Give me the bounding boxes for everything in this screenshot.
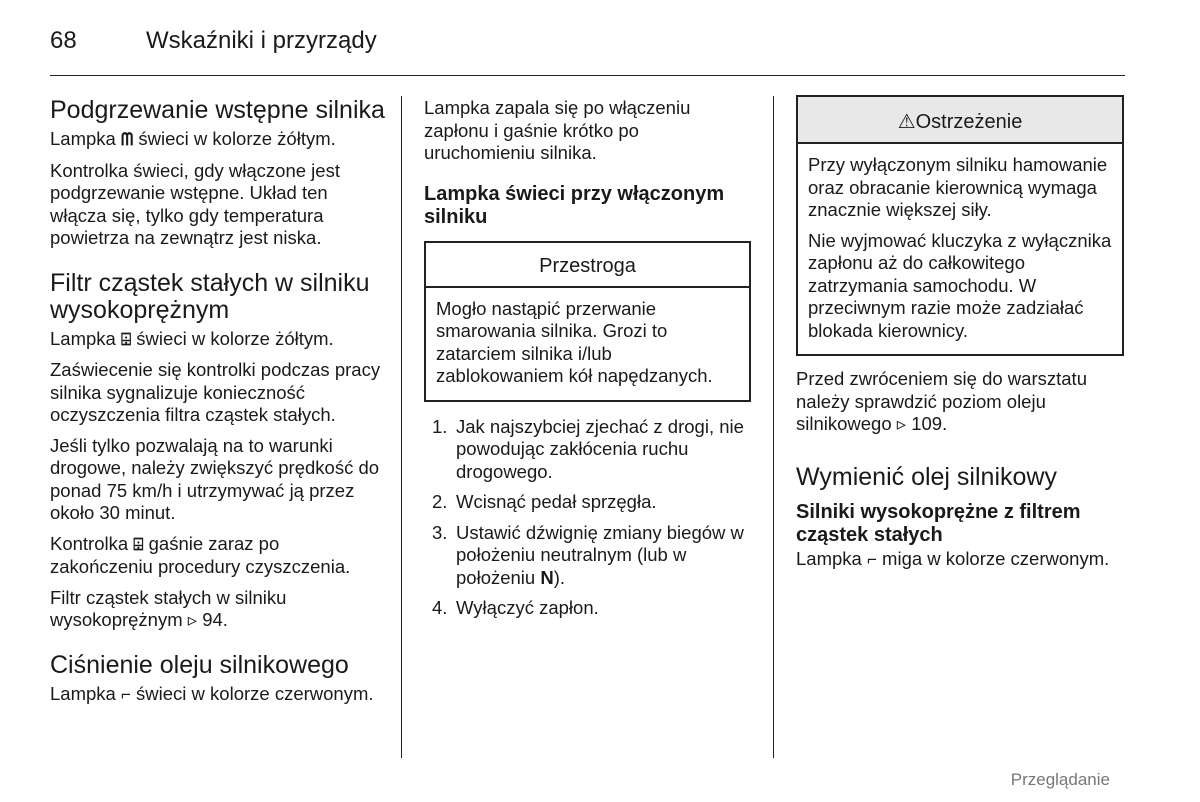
warning-box <box>796 95 1124 356</box>
paragraph: Jeśli tylko pozwalają na to warunki drogowe, należy zwiększyć prędkość do ponad 75 km/h i utrzymywać ją przez około 30 minut. <box>50 434 380 523</box>
running-title: Wskaźniki i przyrządy <box>146 27 377 54</box>
column-2 <box>424 97 752 628</box>
column-divider-2 <box>773 96 774 758</box>
list-item: 1. Jak najszybciej zjechać z drogi, nie powodując zakłócenia ruchu drogowego. <box>432 415 744 482</box>
section-heading-change-oil: Wymienić olej silnikowy <box>796 462 1057 491</box>
paragraph: Lampka ⌐ miga w kolorze czerwonym. <box>796 548 1126 572</box>
paragraph: Filtr cząstek stałych w silniku wysokoprężnym ▹ 94. <box>50 586 287 630</box>
caution-text: Mogło nastąpić przerwanie smarowania silnika. Grozi to zatarciem silnika i/lub zablokowaniem kół napędzanych. <box>436 297 713 386</box>
subheading-diesel-filter: Silniki wysokoprężne z filtrem cząstek stałych <box>796 500 1081 546</box>
reference-triangle-icon: ▹ <box>187 609 198 630</box>
paragraph: Lampka ᗰ świeci w kolorze żółtym. <box>50 128 385 152</box>
page-reference-link[interactable]: 94. <box>202 609 228 630</box>
paragraph: Lampka ⌐ świeci w kolorze czerwonym. <box>50 683 385 707</box>
section-heading-particle-filter: Filtr cząstek stałych w silniku wysokoprężnym <box>50 268 370 324</box>
oil-pressure-icon: ⌐ <box>866 549 877 569</box>
page-number: 68 <box>50 27 77 54</box>
warning-title: ⚠Ostrzeżenie <box>798 97 1122 144</box>
paragraph: Lampka zapala się po włączeniu zapłonu i gaśnie krótko po uruchomieniu silnika. <box>424 97 691 163</box>
list-item: 2. Wcisnąć pedał sprzęgła. <box>432 491 657 512</box>
paragraph: Kontrolka ⌹ gaśnie zaraz po zakończeniu procedury czyszczenia. <box>50 532 351 577</box>
diesel-particle-filter-icon: ⌹ <box>133 534 144 554</box>
header-divider <box>50 75 1125 76</box>
oil-pressure-icon: ⌐ <box>120 684 131 704</box>
subheading-engine-running: Lampka świeci przy włączonym silniku <box>424 182 725 228</box>
paragraph: Lampka ⌹ świeci w kolorze żółtym. <box>50 328 385 352</box>
paragraph: Zaświecenie się kontrolki podczas pracy silnika sygnalizuje konieczność oczyszczenia filtra cząstek stałych. <box>50 359 381 425</box>
footer-label: Przeglądanie <box>1010 770 1110 789</box>
reference-triangle-icon: ▹ <box>896 413 907 434</box>
list-item: 4. Wyłączyć zapłon. <box>432 597 599 618</box>
caution-box <box>424 241 751 402</box>
warning-text: Nie wyjmować kluczyka z wyłącznika zapłonu aż do całkowitego zatrzymania samochodu. W przeciwnym razie może zadziałać blokada kierownicy. <box>808 229 1112 341</box>
paragraph: Kontrolka świeci, gdy włączone jest podgrzewanie wstępne. Układ ten włącza się, tylko gdy temperatura powietrza na zewnątrz jest niska. <box>50 159 340 248</box>
page-reference-link[interactable]: 109. <box>911 413 948 434</box>
warning-triangle-icon: ⚠ <box>897 111 916 133</box>
section-heading-glow-plug: Podgrzewanie wstępne silnika <box>50 96 385 124</box>
column-1 <box>50 97 385 714</box>
step-list <box>424 416 752 620</box>
section-heading-oil-pressure: Ciśnienie oleju silnikowego <box>50 650 349 679</box>
glow-plug-icon: ᗰ <box>120 130 134 149</box>
diesel-particle-filter-icon: ⌹ <box>120 329 132 349</box>
column-3 <box>796 95 1126 579</box>
caution-title: Przestroga <box>426 243 749 288</box>
warning-text: Przy wyłączonym silniku hamowanie oraz obracanie kierownicą wymaga znacznie większej siły. <box>808 154 1108 220</box>
paragraph: Przed zwróceniem się do warsztatu należy sprawdzić poziom oleju silnikowego ▹ 109. <box>796 368 1087 434</box>
list-item: 3. Ustawić dźwignię zmiany biegów w położeniu neutralnym (lub w położeniu N). <box>432 521 744 588</box>
column-divider-1 <box>401 96 402 758</box>
